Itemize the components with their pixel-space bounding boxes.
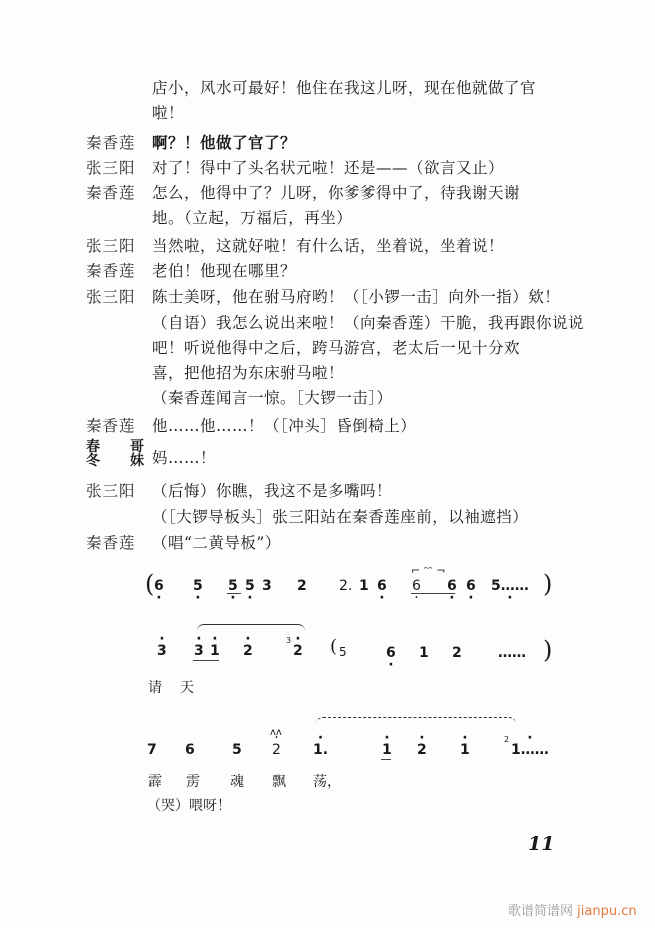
grace-note: 3 — [286, 636, 292, 645]
beam — [193, 660, 219, 661]
speaker-name: 张三阳 — [86, 159, 136, 177]
note: · 1. — [313, 742, 328, 758]
speaker-name: 秦香莲 — [86, 262, 136, 280]
note: 6 · — [386, 645, 396, 661]
open-paren: ( — [145, 570, 155, 598]
note: 6 · — [412, 578, 421, 594]
beam — [381, 759, 391, 760]
close-paren: ) — [543, 636, 553, 664]
note: 6 · — [377, 578, 387, 594]
dialogue-line: （唱“二黄导板”） — [152, 534, 281, 552]
dialogue-line: 他……他……！（［冲头］昏倒椅上） — [152, 417, 417, 435]
note: …… — [498, 645, 526, 661]
dialogue-line: 啊？！他做了官了？ — [152, 133, 297, 152]
note: 5 — [339, 645, 347, 659]
lyric: 魂 — [230, 774, 244, 790]
dialogue-line: 吧！听说他得中之后，跨马游宫，老太后一见十分欢 — [152, 339, 521, 357]
speaker-name: 张三阳 — [86, 482, 136, 500]
note: 7 — [147, 742, 157, 758]
trill-mark: ʌʌ — [270, 727, 282, 738]
dialogue-line: 地。（立起，万福后，再坐） — [152, 209, 353, 227]
lyric: 霹 — [148, 774, 162, 790]
note: 5 · — [193, 578, 203, 594]
note: · 2 — [293, 643, 303, 659]
dialogue-line: 妈……！ — [152, 449, 217, 467]
note: 5 — [232, 742, 242, 758]
dialogue-line: 老伯！他现在哪里？ — [152, 262, 297, 280]
note: 5…… · — [491, 578, 529, 594]
watermark-url: jianpu.cn — [577, 904, 637, 919]
note: 2. — [339, 578, 353, 594]
beam — [227, 593, 241, 594]
note: · 2 — [272, 742, 281, 758]
slur — [197, 624, 305, 631]
note: · 1 — [382, 742, 392, 758]
speaker-name: 秦香莲 — [86, 134, 136, 152]
speaker-name: 秦香莲 — [86, 184, 136, 202]
note: · 2 — [243, 643, 253, 659]
dialogue-line: 店小，风水可最好！他住在我这儿呀，现在他就做了官 — [152, 79, 537, 97]
note: · 3 — [194, 643, 204, 659]
speaker-name: 秦香莲 — [86, 417, 136, 435]
watermark-cn: 歌谱简谱网 — [508, 904, 574, 919]
dialogue-line: 对了！得中了头名状元啦！还是——（欲言又止） — [152, 159, 505, 177]
page-number: 11 — [528, 833, 555, 855]
note: 3 — [262, 578, 272, 594]
dialogue-line: 啦！ — [152, 104, 185, 122]
stage-direction: （秦香莲闻言一惊。［大锣一击］） — [152, 389, 393, 407]
note: 6 — [185, 742, 195, 758]
dialogue-line: 当然啦，这就好啦！有什么话，坐着说，坐着说！ — [152, 237, 505, 255]
note: · 1 — [210, 643, 220, 659]
beam — [411, 593, 455, 594]
open-paren: ( — [330, 636, 338, 657]
lyric: 雳 — [186, 774, 200, 790]
close-paren: ) — [543, 570, 553, 598]
grace-note: 2 — [504, 735, 510, 744]
note: 2 — [297, 578, 307, 594]
speaker-name: 秦香莲 — [86, 534, 136, 552]
speaker-pair-1: 春 哥 — [86, 439, 144, 455]
stage-direction: （哭）喂呀！ — [147, 798, 231, 814]
dialogue-line: 喜，把他招为东床驸马啦！ — [152, 364, 345, 382]
watermark — [508, 900, 637, 919]
note: · 2 — [417, 742, 427, 758]
note: 6 · — [447, 578, 457, 594]
dialogue-line: 陈士美呀，他在驸马府哟！（［小锣一击］向外一指）欸！ — [152, 288, 561, 306]
note: 6 · — [154, 578, 164, 594]
dialogue-line: 怎么，他得中了？儿呀，你爹爹得中了，待我谢天谢 — [152, 184, 521, 202]
note: 6 · — [466, 578, 476, 594]
dialogue-line: （后悔）你瞧，我这不是多嘴吗！ — [152, 482, 393, 500]
note: · 1…… — [511, 742, 549, 758]
note: · 3 — [157, 643, 167, 659]
note: · 1 — [460, 742, 470, 758]
slur — [316, 717, 516, 724]
lyric: 请 — [148, 680, 162, 696]
note: 5 · — [245, 578, 255, 594]
stage-direction: （［大锣导板头］张三阳站在秦香莲座前，以袖遮挡） — [152, 508, 529, 526]
lyric: 天 — [180, 680, 194, 696]
note: 2 — [452, 645, 462, 661]
speaker-name: 张三阳 — [86, 288, 136, 306]
speaker-name: 张三阳 — [86, 237, 136, 255]
note: 1 — [419, 645, 429, 661]
note: 1 — [359, 578, 369, 594]
fermata-bracket: ⌐ ᵔᵔ ¬ — [411, 564, 446, 577]
lyric: 飘 — [272, 774, 286, 790]
speaker-pair-2: 冬 妹 — [86, 453, 144, 469]
dialogue-line: （自语）我怎么说出来啦！（向秦香莲）干脆，我再跟你说说 — [152, 314, 585, 332]
note: 5 · — [228, 578, 238, 594]
lyric: 荡， — [313, 774, 341, 790]
